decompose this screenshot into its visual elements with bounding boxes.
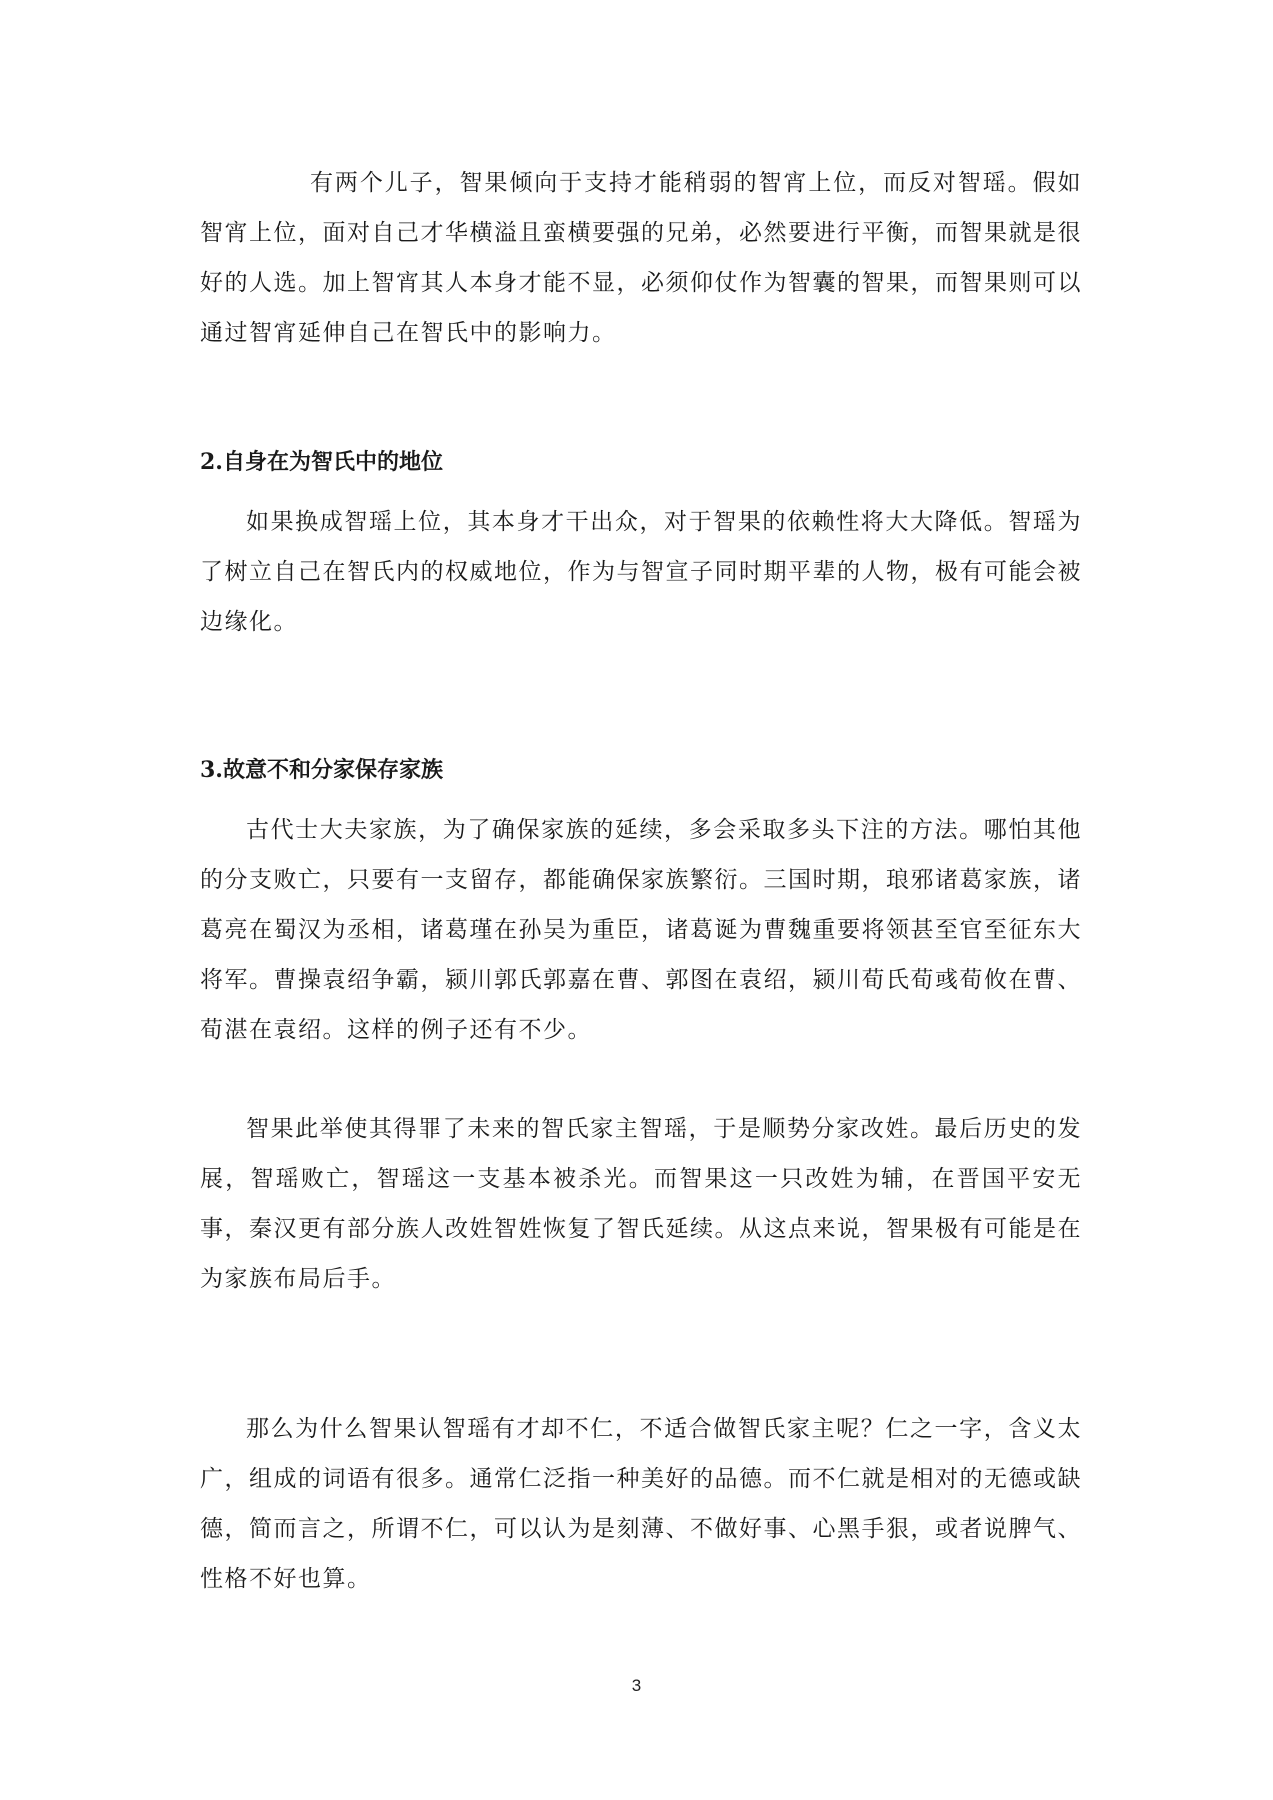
paragraph-5: 那么为什么智果认智瑶有才却不仁，不适合做智氏家主呢？仁之一字，含义太广，组成的词语有很多。通常仁泛指一种美好的品德。而不仁就是相对的无德或缺德，简而言之，所谓不仁，可以认为是刻薄、不做好事、心黑手狠，或者说脾气、性格不好也算。 xyxy=(200,1416,1082,1592)
page-number: 3 xyxy=(631,1676,642,1695)
paragraph-1: 有两个儿子，智果倾向于支持才能稍弱的智宵上位，而反对智瑶。假如智宵上位，面对自己才华横溢且蛮横要强的兄弟，必然要进行平衡，而智果就是很好的人选。加上智宵其人本身才能不显，必须仰仗作为智囊的智果，而智果则可以通过智宵延伸自己在智氏中的影响力。 xyxy=(200,170,1082,346)
paragraph-2: 如果换成智瑶上位，其本身才干出众，对于智果的依赖性将大大降低。智瑶为了树立自己在智氏内的权威地位，作为与智宣子同时期平辈的人物，极有可能会被边缘化。 xyxy=(200,509,1082,635)
section-heading-3: 3.故意不和分家保存家族 xyxy=(200,757,443,783)
section-heading-2: 2.自身在为智氏中的地位 xyxy=(200,449,443,475)
paragraph-4: 智果此举使其得罪了未来的智氏家主智瑶，于是顺势分家改姓。最后历史的发展，智瑶败亡，智瑶这一支基本被杀光。而智果这一只改姓为辅，在晋国平安无事，秦汉更有部分族人改姓智姓恢复了智氏延续。从这点来说，智果极有可能是在为家族布局后手。 xyxy=(200,1116,1082,1292)
paragraph-3: 古代士大夫家族，为了确保家族的延续，多会采取多头下注的方法。哪怕其他的分支败亡，只要有一支留存，都能确保家族繁衍。三国时期，琅邪诸葛家族，诸葛亮在蜀汉为丞相，诸葛瑾在孙吴为重臣，诸葛诞为曹魏重要将领甚至官至征东大将军。曹操袁绍争霸，颍川郭氏郭嘉在曹、郭图在袁绍，颍川荀氏荀彧荀攸在曹、荀湛在袁绍。这样的例子还有不少。 xyxy=(200,817,1082,1043)
